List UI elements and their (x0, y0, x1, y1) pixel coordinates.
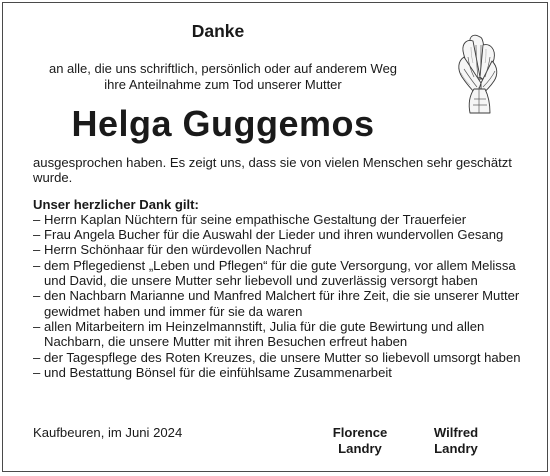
place-date: Kaufbeuren, im Juni 2024 (33, 425, 183, 440)
notice-body (33, 155, 529, 380)
intro-line-1: an alle, die uns schriftlich, persönlich oder auf anderem Weg (48, 61, 398, 76)
thanks-item: – Herrn Kaplan Nüchtern für seine empathische Gestaltung der Trauerfeier (33, 212, 529, 227)
thanks-item: – dem Pflegedienst „Leben und Pflegen“ für die gute Versorgung, vor allem Melissa und David, die unsere Mutter sehr liebevoll und zuverlässig versorgt haben (33, 258, 529, 289)
thanks-list (33, 212, 529, 380)
thanks-item: – und Bestattung Bönsel für die einfühlsame Zusammenarbeit (33, 365, 529, 380)
intro-text (3, 61, 443, 93)
signatory-last-name: Landry (338, 440, 382, 456)
deceased-name: Helga Guggemos (71, 103, 375, 144)
signatory-wilfred (426, 425, 486, 456)
signatory-first-name: Wilfred (433, 425, 479, 440)
thanks-item: – der Tagespflege des Roten Kreuzes, die unsere Mutter so liebevoll umsorgt haben (33, 350, 529, 365)
thanks-item: – Herrn Schönhaar für den würdevollen Nachruf (33, 242, 529, 257)
praying-hands-icon (440, 27, 516, 115)
thanks-item: – Frau Angela Bucher für die Auswahl der Lieder und ihren wundervollen Gesang (33, 227, 529, 242)
thanks-item: – allen Mitarbeitern im Heinzelmannstift, Julia für die gute Bewirtung und allen Nachbarn, die unsere Mutter mit ihren Besuchen erfreut haben (33, 319, 529, 350)
signatory-last-name: Landry (434, 440, 478, 456)
signatory-first-name: Florence (332, 425, 388, 440)
thanks-heading: Unser herzlicher Dank gilt: (33, 196, 199, 212)
signatory-florence (326, 425, 394, 456)
intro-line-2: ihre Anteilnahme zum Tod unserer Mutter (104, 77, 342, 92)
notice-heading: Danke (191, 21, 245, 41)
statement-text: ausgesprochen haben. Es zeigt uns, dass sie von vielen Menschen sehr geschätzt wurde. (33, 155, 512, 186)
obituary-thanks-notice (2, 2, 548, 472)
thanks-item: – den Nachbarn Marianne und Manfred Malchert für ihre Zeit, die sie unserer Mutter gewidmet haben und immer für sie da waren (33, 288, 529, 319)
notice-footer (33, 425, 533, 457)
